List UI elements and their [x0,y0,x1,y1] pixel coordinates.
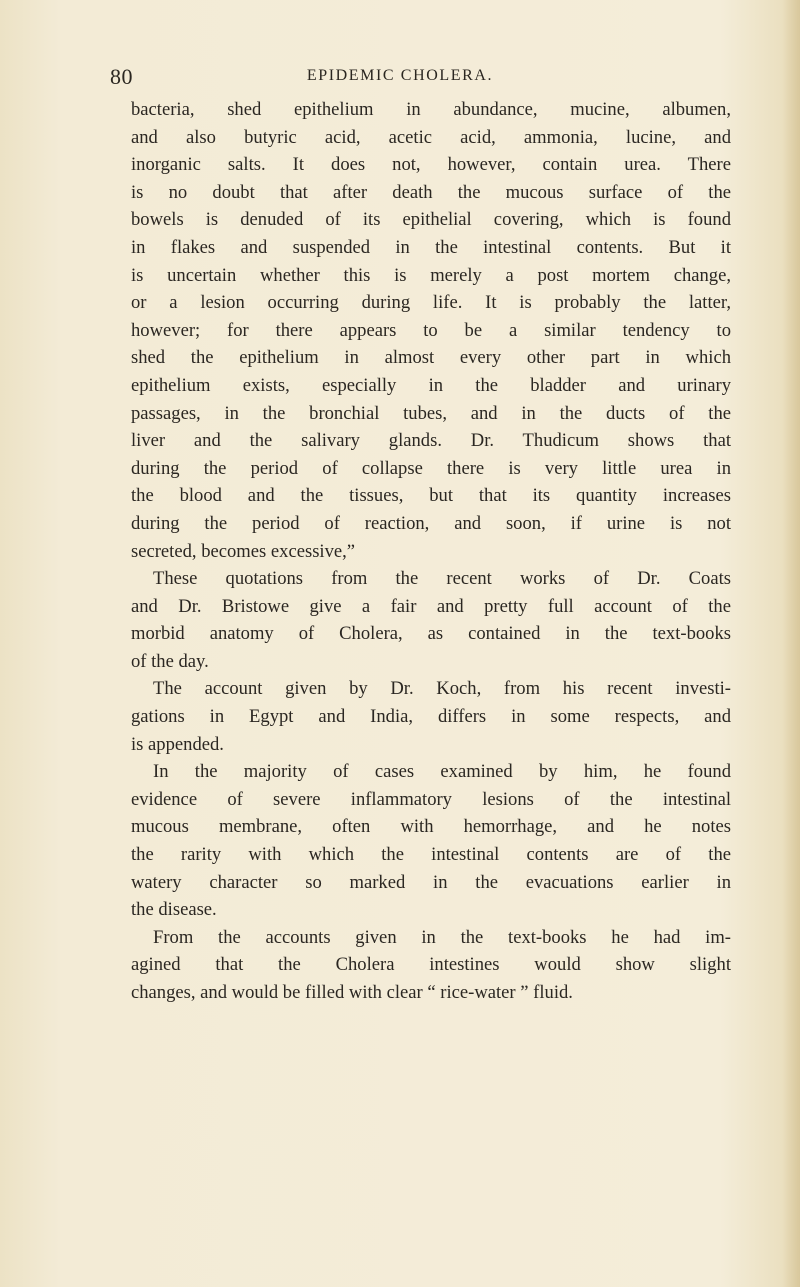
text-line: watery character so marked in the evacuations earlier in [131,871,731,893]
text-line: during the period of collapse there is very little urea in [131,457,731,479]
text-line: liver and the salivary glands. Dr. Thudicum shows that [131,430,731,452]
text-line: and also butyric acid, acetic acid, ammonia, lucine, and [131,126,731,148]
text-line: is no doubt that after death the mucous surface of the [131,181,731,203]
text-line: is appended. [131,733,224,755]
page-edge-shadow [782,0,800,1287]
text-line: the blood and the tissues, but that its quantity increases [131,485,731,507]
text-line: in flakes and suspended in the intestinal contents. But it [131,236,731,258]
text-line: bowels is denuded of its epithelial covering, which is found [131,209,731,231]
text-line: is uncertain whether this is merely a post mortem change, [131,264,731,286]
text-line: In the majority of cases examined by him, he found [153,761,731,783]
text-line: shed the epithelium in almost every other part in which [131,347,731,369]
text-line: evidence of severe inflammatory lesions of the intestinal [131,788,731,810]
text-line: gations in Egypt and India, differs in some respects, and [131,706,731,728]
text-line: agined that the Cholera intestines would show slight [131,954,731,976]
text-line: From the accounts given in the text-books he had im- [153,926,731,948]
text-line: The account given by Dr. Koch, from his recent investi- [153,678,731,700]
text-line: mucous membrane, often with hemorrhage, and he notes [131,816,731,838]
text-line: secreted, becomes excessive,” [131,540,356,562]
text-line: and Dr. Bristowe give a fair and pretty full account of the [131,595,731,617]
text-line: changes, and would be filled with clear “ rice-water ” fluid. [131,982,573,1003]
text-line: or a lesion occurring during life. It is probably the latter, [131,292,731,314]
body-text [131,96,731,1007]
text-line: morbid anatomy of Cholera, as contained in the text-books [131,623,731,645]
running-title: EPIDEMIC CHOLERA. [306,67,494,84]
text-line: the rarity with which the intestinal contents are of the [131,844,731,866]
text-line: epithelium exists, especially in the bladder and urinary [131,374,731,396]
text-line: bacteria, shed epithelium in abundance, mucine, albumen, [131,99,731,120]
text-line: These quotations from the recent works of Dr. Coats [153,568,731,590]
text-line: the disease. [131,899,217,921]
text-line: passages, in the bronchial tubes, and in the ducts of the [131,402,731,424]
text-line: during the period of reaction, and soon, if urine is not [131,512,731,534]
text-line: of the day. [131,650,209,672]
page-header [0,64,800,94]
page-number: 80 [110,64,133,89]
text-line: however; for there appears to be a similar tendency to [131,319,731,341]
text-line: inorganic salts. It does not, however, contain urea. There [131,154,731,176]
